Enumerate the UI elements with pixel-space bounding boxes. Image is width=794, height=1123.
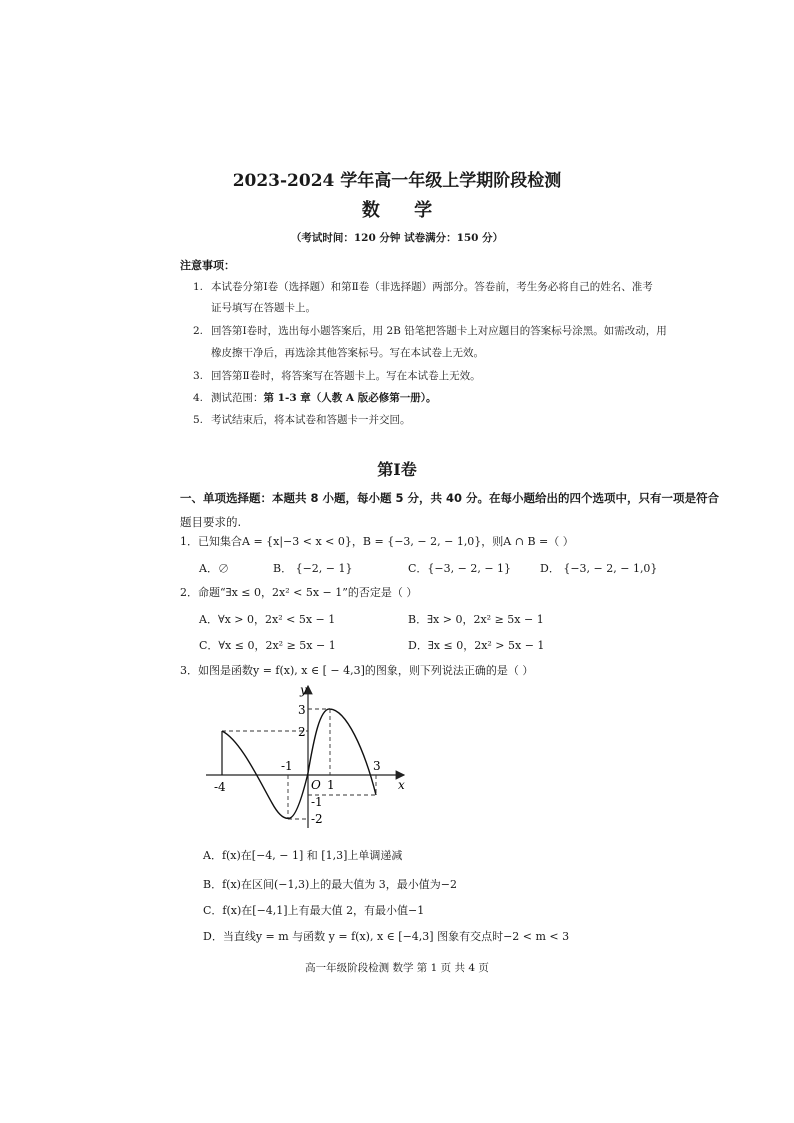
question-3-stem: 3．如图是函数y = f(x), x ∈ [ − 4,3]的图象，则下列说法正确的是（ ） — [180, 664, 534, 677]
notice-item-5-line1: 考试结束后，将本试卷和答题卡一并交回。 — [211, 414, 411, 426]
notice-item-4-num: 4. — [193, 392, 204, 404]
page-footer: 高一年级阶段检测 数学 第 1 页 共 4 页 — [305, 962, 489, 974]
notice-item-2-line1: 回答第Ⅰ卷时，选出每小题答案后，用 2B 铅笔把答题卡上对应题目的答案标号涂黑。如需改动，用 — [211, 325, 667, 337]
notice-item-5-num: 5. — [193, 414, 204, 426]
function-graph — [200, 678, 430, 838]
exam-info: （考试时间：120 分钟 试卷满分：150 分） — [290, 232, 504, 244]
y-tick-2: 2 — [298, 725, 306, 739]
x-tick-3: 3 — [373, 759, 381, 773]
y-tick-3: 3 — [298, 703, 306, 717]
notice-item-1-num: 1. — [193, 281, 204, 293]
question-3-option-a: A．f(x)在[−4, − 1] 和 [1,3]上单调递减 — [203, 849, 403, 862]
volume-title: 第Ⅰ卷 — [377, 460, 417, 479]
x-tick-1: 1 — [327, 778, 335, 792]
x-tick--4: -4 — [214, 780, 226, 794]
question-1-option-d: D． {−3, − 2, − 1,0} — [540, 562, 658, 575]
y-tick--1: -1 — [311, 795, 323, 809]
exam-title: 2023-2024 学年高一年级上学期阶段检测 — [232, 171, 562, 191]
notice-heading: 注意事项： — [180, 259, 235, 272]
question-2-option-d: D．∃x ≤ 0，2x² > 5x − 1 — [408, 639, 545, 652]
x-tick--1: -1 — [281, 759, 293, 773]
notice-item-1-line1: 本试卷分第Ⅰ卷（选择题）和第Ⅱ卷（非选择题）两部分。答卷前，考生务必将自己的姓名、准考 — [211, 281, 653, 293]
question-3-option-b: B．f(x)在区间(−1,3)上的最大值为 3，最小值为−2 — [203, 878, 457, 891]
notice-item-1-line2: 证号填写在答题卡上。 — [211, 302, 316, 314]
test-scope: 第 1-3 章（人教 A 版必修第一册）。 — [263, 392, 437, 404]
question-1-option-a: A．∅ — [199, 562, 229, 575]
notice-item-2-line2: 橡皮擦干净后，再选涂其他答案标号。写在本试卷上无效。 — [211, 347, 484, 359]
question-2-option-c: C．∀x ≤ 0，2x² ≥ 5x − 1 — [199, 639, 336, 652]
subject-title: 数 学 — [361, 200, 447, 221]
origin-label: O — [311, 778, 321, 792]
question-1-option-b: B． {−2, − 1} — [273, 562, 353, 575]
section-heading — [180, 486, 719, 534]
question-2-option-b: B．∃x > 0，2x² ≥ 5x − 1 — [408, 613, 544, 626]
question-2-stem: 2．命题“∃x ≤ 0，2x² < 5x − 1”的否定是（ ） — [180, 586, 418, 599]
question-1-option-c: C．{−3, − 2, − 1} — [408, 562, 512, 575]
y-axis-label: y — [300, 683, 307, 697]
question-3-option-c: C．f(x)在[−4,1]上有最大值 2，有最小值−1 — [203, 904, 425, 917]
x-axis-label: x — [398, 778, 405, 792]
y-tick--2: -2 — [311, 812, 323, 826]
question-2-option-a: A．∀x > 0，2x² < 5x − 1 — [199, 613, 336, 626]
notice-item-3-line1: 回答第Ⅱ卷时，将答案写在答题卡上。写在本试卷上无效。 — [211, 370, 481, 382]
notice-item-4-line1: 测试范围：第 1-3 章（人教 A 版必修第一册）。 — [211, 392, 437, 404]
question-1-stem: 1．已知集合A = {x|−3 < x < 0}，B = {−3, − 2, − 1,0}，则A ∩ B =（ ） — [180, 535, 574, 548]
notice-item-3-num: 3. — [193, 370, 204, 382]
section-heading-line1: 一、单项选择题：本题共 8 小题，每小题 5 分，共 40 分。在每小题给出的四个选项中，只有一项是符合 — [180, 491, 720, 505]
notice-item-2-num: 2. — [193, 325, 204, 337]
question-3-option-d: D．当直线y = m 与函数 y = f(x), x ∈ [−4,3] 图象有交点时−2 < m < 3 — [203, 930, 570, 943]
section-heading-line2: 题目要求的. — [180, 515, 242, 529]
